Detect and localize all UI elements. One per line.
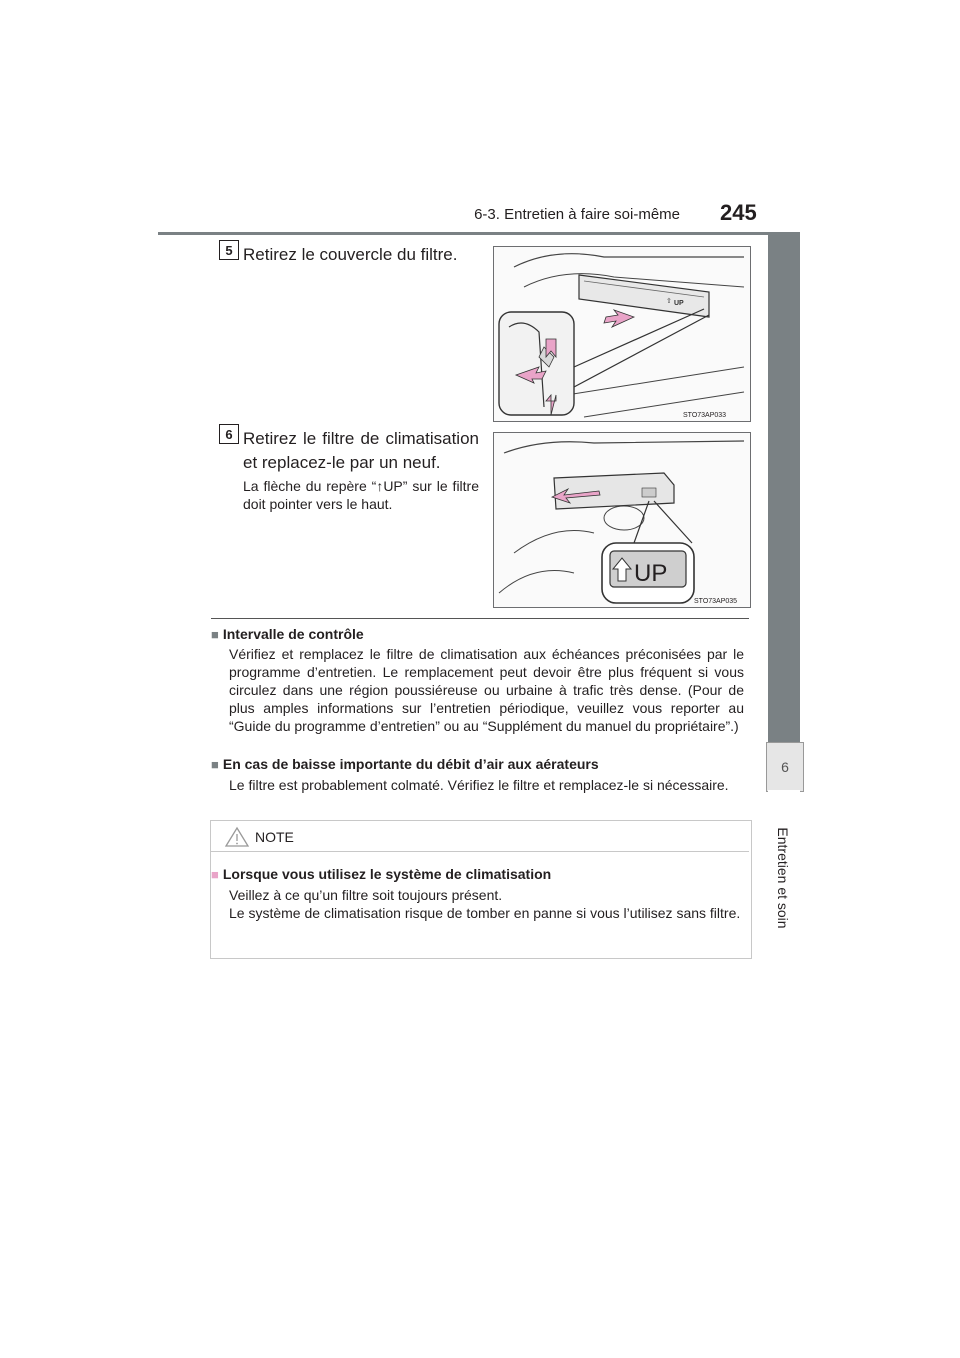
section-heading: 6-3. Entretien à faire soi-même bbox=[474, 206, 680, 223]
page-number: 245 bbox=[720, 200, 757, 225]
section-title-airflow-text: En cas de baisse importante du débit d’air aux aérateurs bbox=[222, 756, 599, 772]
illustration-filter-cover bbox=[494, 247, 750, 421]
section-title-interval bbox=[211, 626, 751, 642]
section-body-interval: Vérifiez et remplacez le filtre de climatisation aux échéances préconisées par le programme d’entretien. Le remplacement peut devoir être plus fréquent si vous circulez dans une région poussiéreuse ou urbaine à trafic très dense. (Pour de plus amples informations sur l’entretien périodique, veuillez vous reporter au “Guide du programme d’entretien” ou au “Supplément du manuel du propriétaire”.) bbox=[229, 646, 744, 734]
note-title-text: Lorsque vous utilisez le système de climatisation bbox=[222, 866, 552, 882]
chapter-label-box bbox=[768, 790, 800, 980]
square-bullet-icon: ■ bbox=[211, 627, 219, 642]
chapter-number: 6 bbox=[766, 742, 804, 792]
filter-up-mark bbox=[642, 488, 656, 497]
square-bullet-icon: ■ bbox=[211, 757, 219, 772]
section-title-airflow bbox=[211, 756, 751, 772]
step-number-6: 6 bbox=[219, 424, 239, 444]
illustration-filter-replace bbox=[494, 433, 750, 607]
step-6-text: Retirez le filtre de climatisation et replacez-le par un neuf. bbox=[243, 429, 479, 472]
chapter-label: Entretien et soin bbox=[775, 827, 791, 929]
figure-code-2: STO73AP035 bbox=[694, 598, 738, 605]
note-line-1: Veillez à ce qu’un filtre soit toujours présent. bbox=[229, 887, 503, 903]
section-title-interval-text: Intervalle de contrôle bbox=[222, 626, 364, 642]
warning-triangle-icon bbox=[224, 826, 250, 848]
note-line-2: Le système de climatisation risque de tomber en panne si vous l’utilisez sans filtre. bbox=[229, 905, 741, 921]
section-body-airflow: Le filtre est probablement colmaté. Vérifiez le filtre et remplacez-le si nécessaire. bbox=[229, 777, 729, 793]
note-title bbox=[211, 866, 731, 882]
step-5-text: Retirez le couvercle du filtre. bbox=[243, 245, 458, 264]
square-bullet-icon: ■ bbox=[211, 867, 219, 882]
step-6-subtext: La flèche du repère “↑UP” sur le filtre doit pointer vers le haut. bbox=[243, 478, 479, 512]
note-heading: NOTE bbox=[255, 829, 294, 845]
figure-remove-cover bbox=[493, 246, 751, 422]
detail-up-label: UP bbox=[634, 560, 668, 587]
step-number-5: 5 bbox=[219, 240, 239, 260]
cover-up-label: ⇧ bbox=[666, 298, 672, 305]
cover-up-text: UP bbox=[674, 300, 684, 307]
figure-replace-filter bbox=[493, 432, 751, 608]
header-rule bbox=[158, 232, 800, 235]
figure-code-1: STO73AP033 bbox=[683, 412, 727, 419]
section-separator bbox=[211, 618, 749, 619]
